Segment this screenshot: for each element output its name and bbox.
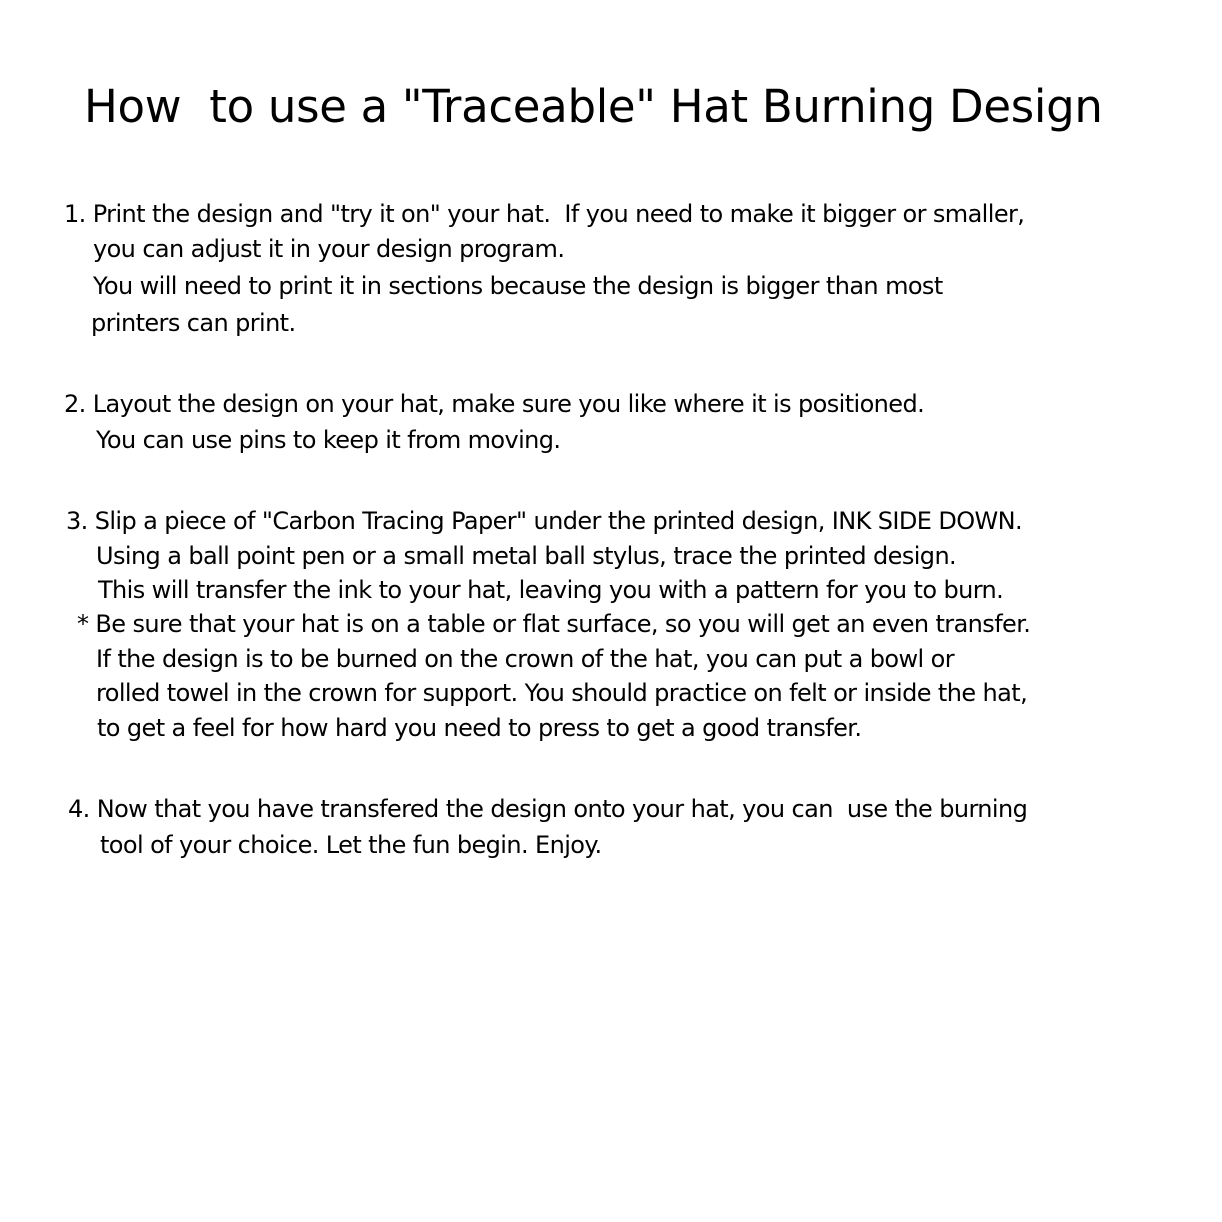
step-3-line-7: to get a feel for how hard you need to press to get a good transfer.	[97, 714, 862, 742]
page-title: How to use a "Traceable" Hat Burning Design	[84, 80, 1103, 133]
step-3-line-1: 3. Slip a piece of "Carbon Tracing Paper" under the printed design, INK SIDE DOWN.	[66, 507, 1023, 535]
step-2-line-2: You can use pins to keep it from moving.	[96, 426, 561, 454]
step-4-line-2: tool of your choice. Let the fun begin. Enjoy.	[100, 831, 602, 859]
step-1-line-2: you can adjust it in your design program.	[93, 235, 565, 263]
step-3-line-6: rolled towel in the crown for support. You should practice on felt or inside the hat,	[96, 679, 1028, 707]
step-1-line-3: You will need to print it in sections because the design is bigger than most	[93, 272, 943, 300]
step-4-line-1: 4. Now that you have transfered the design onto your hat, you can use the burning	[68, 795, 1028, 823]
step-2-line-1: 2. Layout the design on your hat, make sure you like where it is positioned.	[64, 390, 925, 418]
step-3-note-line: * Be sure that your hat is on a table or flat surface, so you will get an even transfer.	[77, 610, 1031, 638]
step-1-line-1: 1. Print the design and "try it on" your hat. If you need to make it bigger or smaller,	[64, 200, 1025, 228]
step-3-line-3: This will transfer the ink to your hat, leaving you with a pattern for you to burn.	[98, 576, 1004, 604]
step-1-line-4: printers can print.	[91, 309, 296, 337]
step-3-line-5: If the design is to be burned on the crown of the hat, you can put a bowl or	[96, 645, 954, 673]
step-3-line-2: Using a ball point pen or a small metal ball stylus, trace the printed design.	[96, 542, 957, 570]
